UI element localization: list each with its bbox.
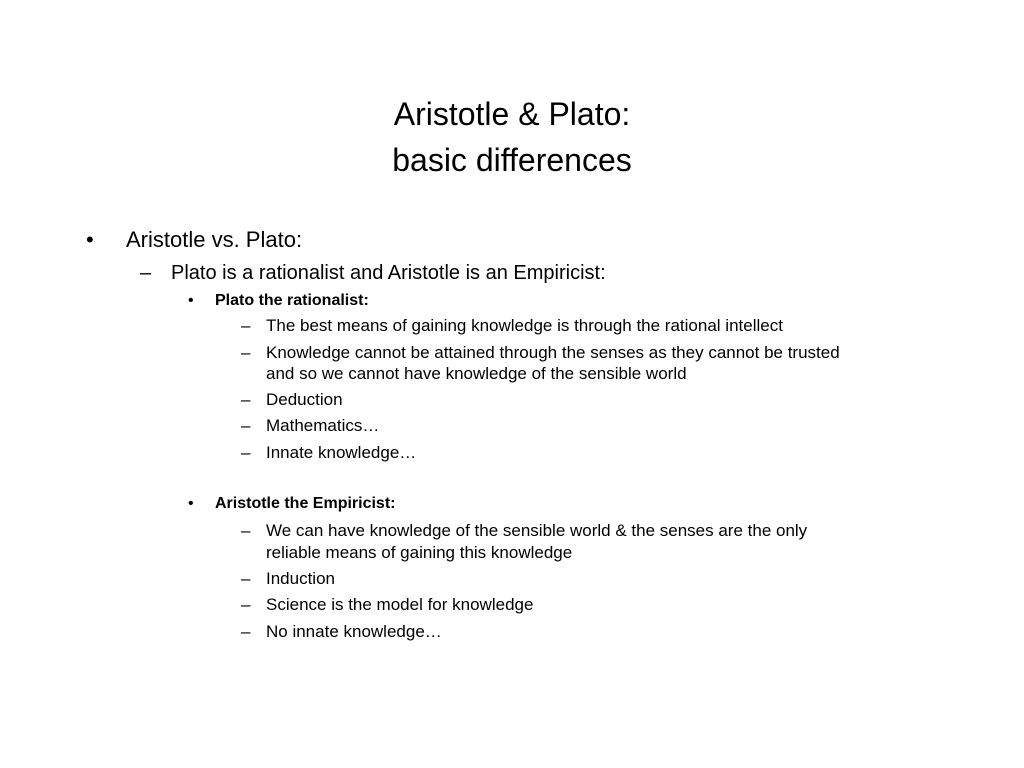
plato-item-text: Knowledge cannot be attained through the senses as they cannot be trusted [266,343,840,362]
bullet-text: Aristotle vs. Plato: [126,227,303,252]
plato-item-text: Innate knowledge… [266,443,417,462]
plato-heading: Plato the rationalist: [215,292,369,309]
subpoint-text: Plato is a rationalist and Aristotle is an Empiricist: [171,262,606,284]
bullet-marker: • [86,227,94,252]
dash-marker: – [241,343,251,362]
aristotle-heading: Aristotle the Empiricist: [215,495,396,512]
title-line-1: Aristotle & Plato: [393,96,631,132]
dash-marker: – [241,416,251,435]
dash-marker: – [140,262,152,284]
plato-item-text: Deduction [266,390,343,409]
dash-marker: – [241,595,251,614]
plato-item-text: and so we cannot have knowledge of the sensible world [266,364,687,383]
dash-marker: – [241,390,251,409]
dash-marker: – [241,443,251,462]
dash-marker: – [241,569,251,588]
aristotle-item-text: Induction [266,569,335,588]
aristotle-item-text: reliable means of gaining this knowledge [266,543,573,562]
aristotle-item-text: Science is the model for knowledge [266,595,534,614]
aristotle-item-text: No innate knowledge… [266,622,442,641]
dash-marker: – [241,316,251,335]
slide-title [0,91,1024,183]
dash-marker: – [241,622,251,641]
title-line-2: basic differences [392,142,632,178]
aristotle-item-text: We can have knowledge of the sensible world & the senses are the only [266,521,808,540]
plato-item-text: Mathematics… [266,416,380,435]
dash-marker: – [241,521,251,540]
bullet-marker: • [188,495,194,512]
plato-item-text: The best means of gaining knowledge is through the rational intellect [266,316,783,335]
bullet-marker: • [188,292,194,309]
